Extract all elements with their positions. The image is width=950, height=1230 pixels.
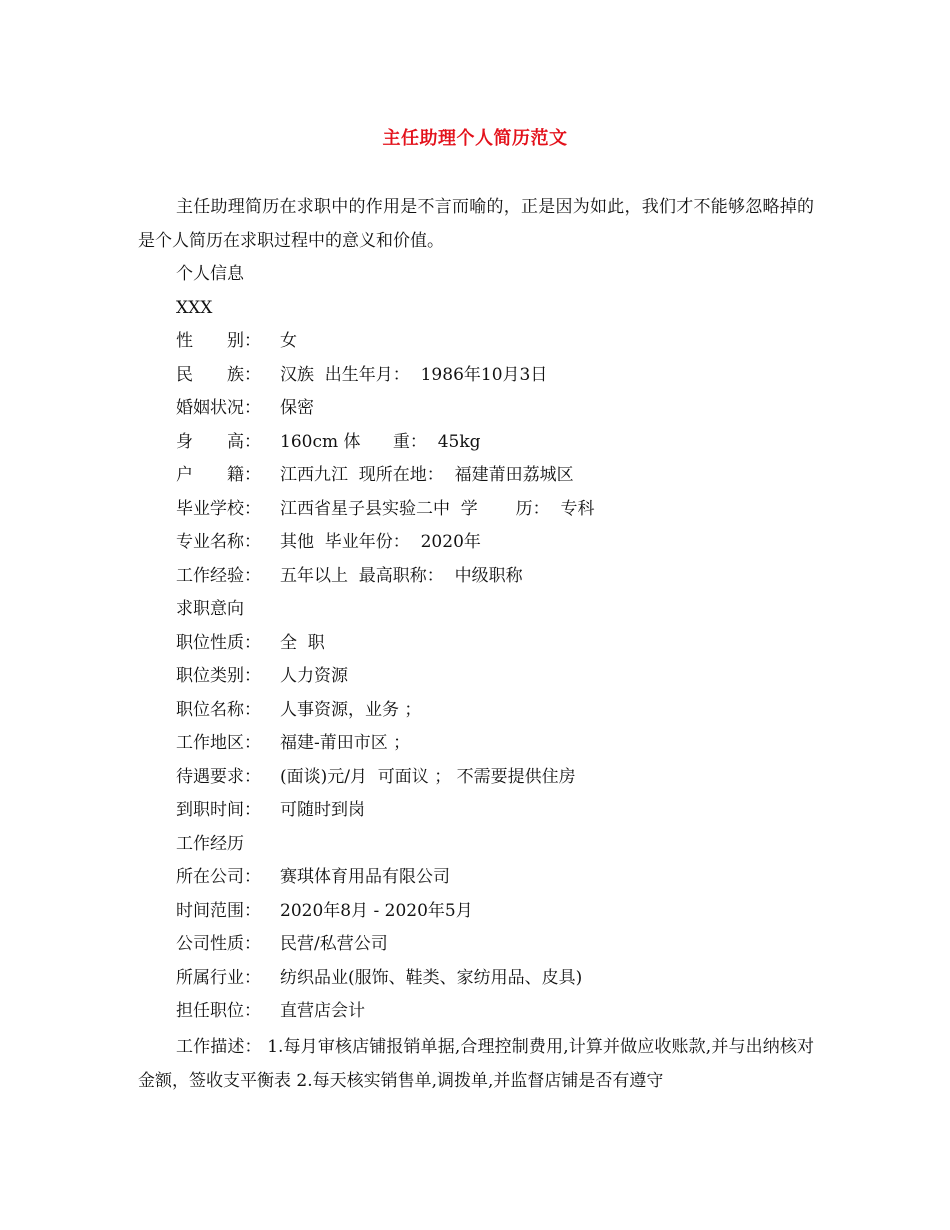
field-label: 职位类别： — [176, 666, 261, 686]
section-heading-text: XXX — [176, 297, 213, 318]
intro-paragraph: 主任助理简历在求职中的作用是不言而喻的，正是因为如此，我们才不能够忽略掉的是个人简历在求职过程中的意义和价值。 — [138, 197, 814, 251]
field-value: 五年以上 最高职称： 中级职称 — [280, 565, 523, 586]
field-row — [176, 761, 816, 795]
field-label: 所在公司： — [176, 867, 261, 887]
field-label: 身 高： — [176, 431, 261, 452]
field-value: 160cm 体 重： 45kg — [280, 431, 481, 452]
field-row — [176, 325, 816, 359]
field-row — [176, 459, 816, 493]
field-label: 待遇要求： — [176, 766, 261, 787]
field-label: 毕业学校： — [176, 498, 261, 519]
field-value: 汉族 出生年月： 1986年10月3日 — [280, 364, 548, 385]
field-value: 纺织品业(服饰、鞋类、家纺用品、皮具) — [280, 967, 583, 988]
section-heading — [176, 292, 816, 326]
field-label: 所属行业： — [176, 967, 261, 988]
field-row — [176, 694, 816, 728]
field-value: 直营店会计 — [280, 1001, 365, 1021]
field-value: 保密 — [280, 398, 314, 418]
field-row — [176, 928, 816, 962]
field-row — [176, 861, 816, 895]
resume-fields — [176, 258, 816, 1029]
field-row — [176, 426, 816, 460]
section-heading-text: 求职意向 — [176, 599, 244, 619]
field-row — [176, 727, 816, 761]
field-row — [176, 895, 816, 929]
section-heading-text: 个人信息 — [176, 264, 244, 284]
field-label: 专业名称： — [176, 532, 261, 552]
field-row — [176, 392, 816, 426]
section-heading — [176, 258, 816, 292]
field-value: 2020年8月 - 2020年5月 — [280, 900, 473, 921]
document-title: 主任助理个人简历范文 — [382, 128, 568, 149]
section-heading — [176, 828, 816, 862]
field-label: 户 籍： — [176, 465, 261, 485]
field-label: 担任职位： — [176, 1001, 261, 1021]
field-value: 其他 毕业年份： 2020年 — [280, 532, 481, 552]
field-value: 福建-莆田市区 ； — [280, 733, 411, 753]
field-value: 江西省星子县实验二中 学 历： 专科 — [280, 498, 595, 519]
field-value: 江西九江 现所在地： 福建莆田荔城区 — [280, 465, 574, 485]
field-label: 职位名称： — [176, 699, 261, 720]
field-label: 民 族： — [176, 364, 261, 385]
field-value: 人事资源，业务 ； — [280, 699, 422, 720]
field-value: 赛琪体育用品有限公司 — [280, 867, 450, 887]
field-value: 人力资源 — [280, 666, 348, 686]
field-row — [176, 493, 816, 527]
field-row — [176, 627, 816, 661]
field-label: 工作经验： — [176, 565, 261, 586]
field-value: 民营/私营公司 — [280, 934, 388, 954]
section-heading — [176, 593, 816, 627]
field-value: 可随时到岗 — [280, 800, 365, 820]
field-value: (面谈)元/月 可面议 ； 不需要提供住房 — [280, 766, 576, 787]
field-label: 工作地区： — [176, 733, 261, 753]
field-row — [176, 660, 816, 694]
field-row — [176, 962, 816, 996]
section-heading-text: 工作经历 — [176, 833, 244, 854]
work-description: 工作描述： 1.每月审核店铺报销单据,合理控制费用,计算并做应收账款,并与出纳核对金额，签收支平衡表 2.每天核实销售单,调拨单,并监督店铺是否有遵守 — [138, 1037, 814, 1091]
field-label: 时间范围： — [176, 900, 261, 921]
field-label: 性 别： — [176, 331, 261, 351]
field-label: 职位性质： — [176, 632, 261, 653]
field-value: 女 — [280, 331, 297, 351]
field-row — [176, 995, 816, 1029]
field-label: 到职时间： — [176, 800, 261, 820]
field-row — [176, 359, 816, 393]
field-value: 全 职 — [280, 632, 325, 653]
field-label: 公司性质： — [176, 934, 261, 954]
field-row — [176, 560, 816, 594]
field-label: 婚姻状况： — [176, 398, 261, 418]
field-row — [176, 794, 816, 828]
field-row — [176, 526, 816, 560]
